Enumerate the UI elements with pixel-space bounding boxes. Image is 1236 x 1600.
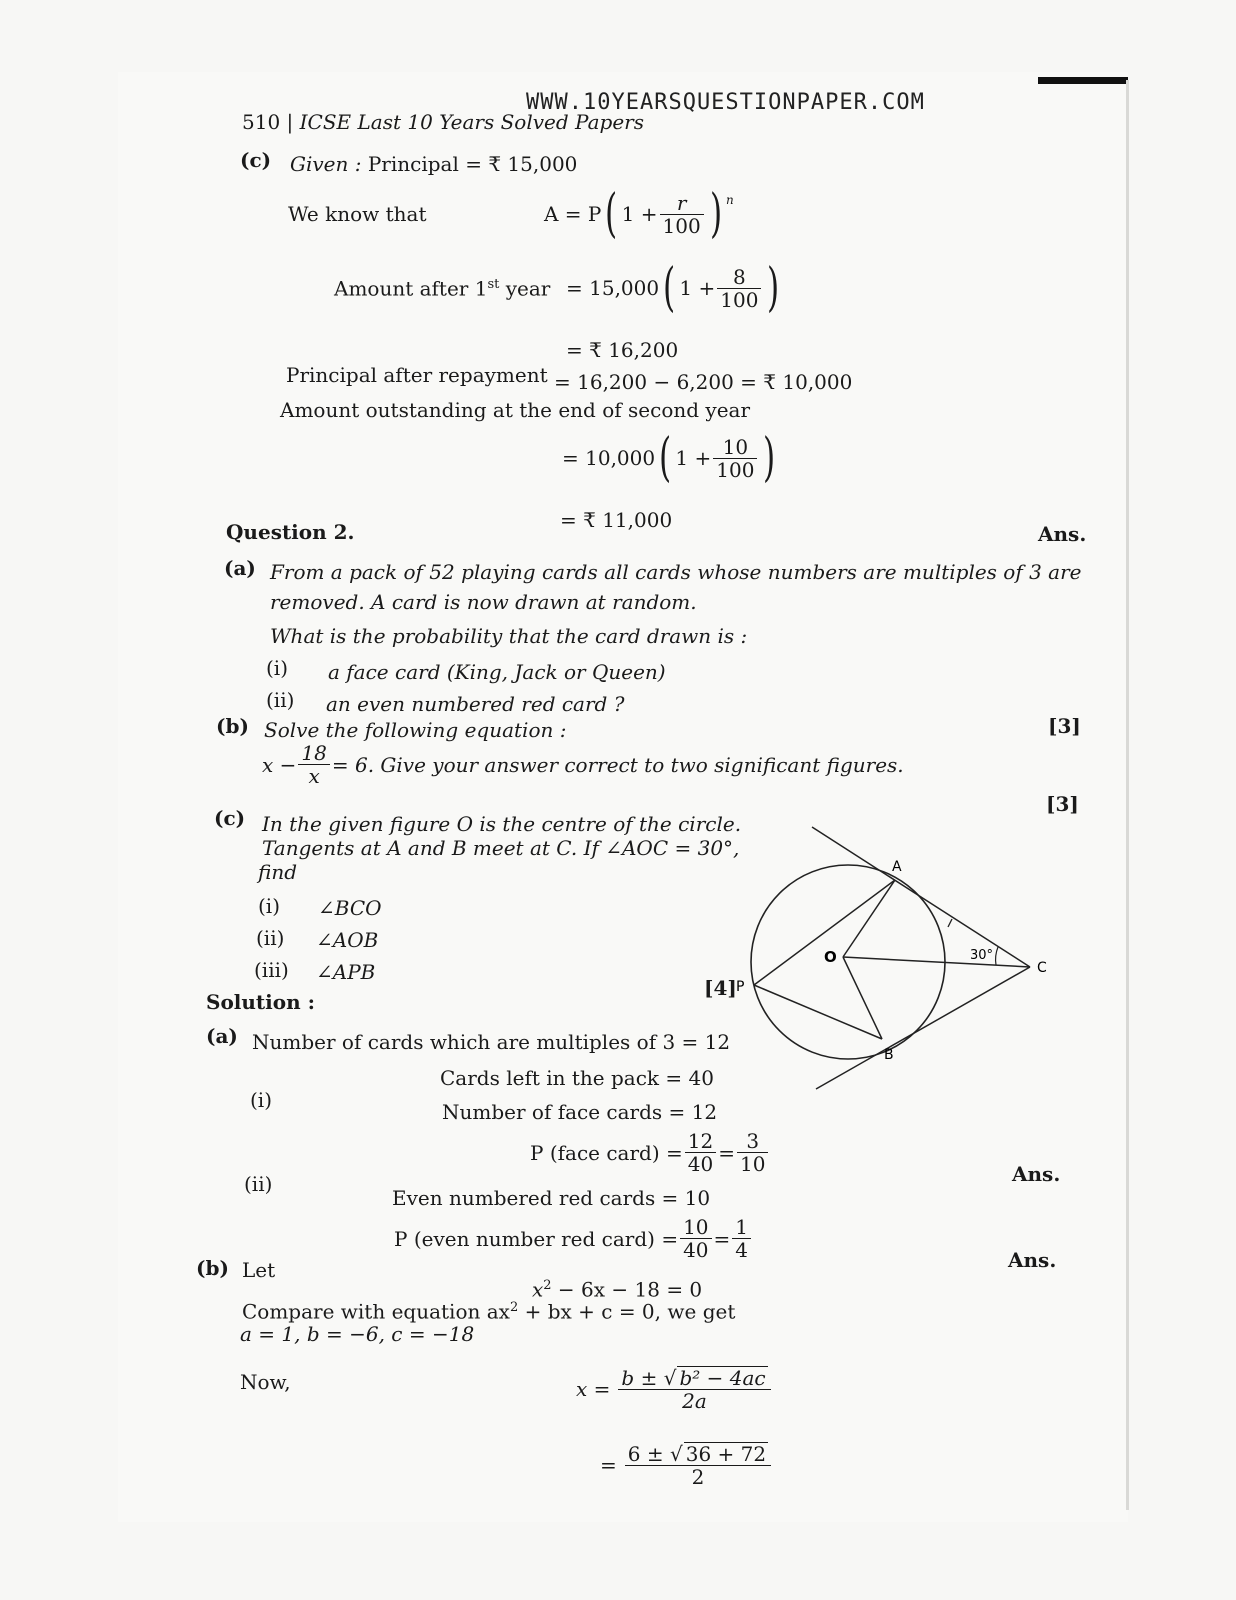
p-even-n1: 10 <box>680 1216 711 1239</box>
substituted-fraction <box>625 1442 771 1488</box>
outstanding-label: Amount outstanding at the end of second year <box>280 398 751 422</box>
given-line <box>290 152 577 176</box>
q2c-i-text: ∠BCO <box>318 896 382 920</box>
answer-mark: Ans. <box>1038 522 1087 546</box>
p-even-d1: 40 <box>683 1238 709 1262</box>
quadratic-formula <box>576 1366 773 1412</box>
x2-num-a: 6 ± <box>627 1442 664 1466</box>
quadratic-num <box>618 1366 770 1390</box>
equal-tick <box>948 919 952 927</box>
sol-a-line1: Number of cards which are multiples of 3 = 12 <box>252 1030 731 1054</box>
quad-num-a: b ± <box>621 1366 658 1390</box>
formula-num: r <box>660 192 704 215</box>
circle-tangent-figure <box>736 815 1080 1105</box>
running-header <box>242 110 644 134</box>
q2a-i-text: a face card (King, Jack or Queen) <box>328 660 666 684</box>
compare-rest: + bx + c = 0, we get <box>518 1299 736 1324</box>
segment-oc <box>843 957 1030 967</box>
q2c-marks: [4] <box>704 976 737 1000</box>
q2b-fraction <box>298 742 329 787</box>
angle-arc <box>996 947 998 965</box>
p-even-label: P (even number red card) = <box>394 1226 679 1251</box>
p-face-label: P (face card) = <box>530 1140 683 1165</box>
q2c-ii-label: (ii) <box>256 926 285 950</box>
sol-b-coefficients: a = 1, b = −6, c = −18 <box>240 1322 475 1346</box>
quad-den: 2a <box>682 1389 707 1413</box>
formula-lhs: A = P <box>544 202 602 226</box>
ans-even: Ans. <box>1008 1248 1057 1272</box>
even-red-cards: Even numbered red cards = 10 <box>392 1186 711 1210</box>
after1-result: = ₹ 16,200 <box>566 338 679 362</box>
sol-i-label: (i) <box>250 1088 273 1112</box>
q2c-iii-label: (iii) <box>254 958 289 982</box>
angle-label: 30° <box>970 948 994 963</box>
repayment-label: Principal after repayment <box>286 363 548 387</box>
x2-den: 2 <box>691 1465 705 1489</box>
q2a-line2: removed. A card is now drawn at random. <box>270 590 697 614</box>
label-p: P <box>736 979 745 995</box>
p-face-frac2 <box>737 1130 768 1175</box>
p-even-n2: 1 <box>732 1216 751 1239</box>
x-eq: x = <box>576 1377 611 1401</box>
out-one: 1 + <box>675 446 712 470</box>
q2c-label: (c) <box>214 806 246 830</box>
we-know-text: We know that <box>288 202 427 226</box>
left-paren: ( <box>605 184 618 244</box>
quadratic-substituted <box>600 1442 773 1488</box>
right-paren: ) <box>763 428 776 488</box>
b-eq-rest: − 6x − 18 = 0 <box>551 1277 703 1302</box>
right-paren: ) <box>767 258 780 318</box>
given-word: Given : <box>290 152 362 176</box>
q2a-ii-label: (ii) <box>266 688 295 712</box>
part-c-label: (c) <box>240 148 272 172</box>
formula-one: 1 + <box>621 202 658 226</box>
q2c-i-label: (i) <box>258 894 281 918</box>
sol-b-label: (b) <box>196 1256 229 1280</box>
equals: = <box>713 1226 731 1251</box>
label-b: B <box>884 1047 894 1063</box>
q2c-line2: Tangents at A and B meet at C. If ∠AOC = 30°, <box>262 836 740 860</box>
sol-b-let: Let <box>242 1258 276 1282</box>
p-face-n1: 12 <box>685 1130 716 1153</box>
q2a-marks: [3] <box>1048 714 1081 738</box>
now-text: Now, <box>240 1370 291 1394</box>
out-result: = ₹ 11,000 <box>560 508 673 532</box>
out-fraction <box>713 436 757 481</box>
quad-root: b² − 4ac <box>679 1366 766 1390</box>
ans-face: Ans. <box>1012 1162 1061 1186</box>
p-even-expr <box>394 1216 753 1261</box>
sol-ii-label: (ii) <box>244 1172 273 1196</box>
p-face-n2: 3 <box>737 1130 768 1153</box>
after1-text: Amount after 1 <box>334 276 488 301</box>
label-o: O <box>824 948 837 966</box>
sqrt-icon: √ <box>669 1442 683 1466</box>
p-face-frac1 <box>685 1130 716 1175</box>
after1-text2: year <box>499 276 551 301</box>
compare-text: Compare with equation ax <box>242 1299 510 1324</box>
page-number: 510 <box>242 110 281 134</box>
after-first-year-expr <box>566 258 784 318</box>
x2-root: 36 + 72 <box>685 1442 767 1466</box>
after1-den: 100 <box>720 287 759 312</box>
q2b-num: 18 <box>298 742 329 765</box>
q2b-rest: = 6. Give your answer correct to two significant figures. <box>331 752 904 777</box>
out-num: 10 <box>713 436 757 459</box>
compare-sq: 2 <box>509 1300 519 1315</box>
after1-fraction <box>717 266 761 311</box>
top-border-mark <box>1038 77 1128 84</box>
left-paren: ( <box>659 428 672 488</box>
q2a-i-label: (i) <box>266 656 289 680</box>
q2a-line1: From a pack of 52 playing cards all cards whose numbers are multiples of 3 are <box>270 560 1082 584</box>
left-paren: ( <box>663 258 676 318</box>
outstanding-expr <box>562 428 780 488</box>
right-paren: ) <box>709 184 722 244</box>
segment-pb <box>754 985 882 1039</box>
segment-pa <box>754 880 895 985</box>
q2c-line1: In the given figure O is the centre of the circle. <box>262 812 742 836</box>
tangent-line-b <box>816 967 1030 1089</box>
formula-den: 100 <box>662 213 701 238</box>
sqrt-icon: √ <box>663 1366 677 1390</box>
formula-fraction <box>660 192 704 237</box>
page-edge <box>1126 80 1129 1510</box>
segment-ob <box>843 957 882 1039</box>
q2c-iii-text: ∠APB <box>316 960 376 984</box>
q2b-line1: Solve the following equation : <box>264 718 567 742</box>
segment-oa <box>843 880 895 957</box>
question-heading: Question 2. <box>226 520 355 544</box>
x2-eq: = <box>600 1453 617 1477</box>
face-cards: Number of face cards = 12 <box>442 1100 718 1124</box>
p-face-d2: 10 <box>739 1152 766 1176</box>
b-eq-x: x <box>532 1277 544 1302</box>
watermark-url: WWW.10YEARSQUESTIONPAPER.COM <box>526 90 925 115</box>
sol-a-label: (a) <box>206 1024 238 1048</box>
after-first-year-label <box>334 273 550 301</box>
cards-left: Cards left in the pack = 40 <box>440 1066 714 1090</box>
after1-eq: = 15,000 <box>566 276 660 300</box>
principal-text: Principal = ₹ 15,000 <box>367 152 578 176</box>
header-separator: | <box>286 110 300 134</box>
out-eq: = 10,000 <box>562 446 656 470</box>
p-face-d1: 40 <box>687 1152 714 1176</box>
p-even-frac1 <box>680 1216 711 1261</box>
q2b-den: x <box>308 764 320 788</box>
quadratic-fraction <box>618 1366 770 1412</box>
after1-num: 8 <box>717 266 761 289</box>
equals: = <box>718 1140 735 1165</box>
out-den: 100 <box>716 457 755 482</box>
q2b-marks: [3] <box>1046 792 1079 816</box>
sol-b-compare <box>242 1296 735 1324</box>
p-even-frac2 <box>732 1216 751 1261</box>
formula-exponent: n <box>726 193 734 207</box>
q2b-equation <box>262 742 904 787</box>
q2c-ii-text: ∠AOB <box>316 928 379 952</box>
p-even-d2: 4 <box>735 1238 749 1262</box>
q2a-label: (a) <box>224 556 256 580</box>
solution-heading: Solution : <box>206 990 315 1014</box>
repayment-value: = 16,200 − 6,200 = ₹ 10,000 <box>554 370 853 394</box>
q2a-ii-text: an even numbered red card ? <box>326 692 625 716</box>
substituted-num <box>625 1442 771 1466</box>
q2b-label: (b) <box>216 714 249 738</box>
b-eq-sq: 2 <box>543 1278 552 1293</box>
label-a: A <box>892 859 902 875</box>
q2c-line3: find <box>258 860 298 884</box>
tangent-line-a <box>812 827 1030 967</box>
label-c: C <box>1037 960 1047 976</box>
q2b-x: x − <box>262 752 297 777</box>
book-title: ICSE Last 10 Years Solved Papers <box>299 110 644 134</box>
after1-one: 1 + <box>679 276 716 300</box>
p-face-expr <box>530 1130 770 1175</box>
q2a-line3: What is the probability that the card drawn is : <box>270 624 748 648</box>
compound-formula <box>544 184 734 244</box>
after1-sup: st <box>487 277 500 292</box>
